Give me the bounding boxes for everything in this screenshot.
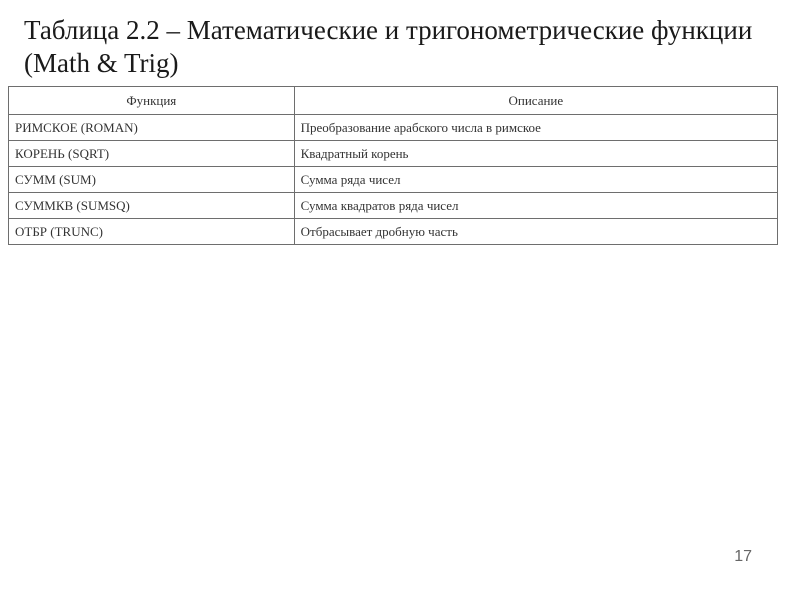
function-cell: СУММ (SUM) bbox=[9, 167, 295, 193]
table-row bbox=[9, 115, 778, 141]
description-cell: Отбрасывает дробную часть bbox=[294, 219, 777, 245]
table-row bbox=[9, 167, 778, 193]
function-cell: СУММКВ (SUMSQ) bbox=[9, 193, 295, 219]
description-cell: Сумма квадратов ряда чисел bbox=[294, 193, 777, 219]
description-cell: Квадратный корень bbox=[294, 141, 777, 167]
description-cell: Преобразование арабского числа в римское bbox=[294, 115, 777, 141]
description-cell: Сумма ряда чисел bbox=[294, 167, 777, 193]
function-cell: РИМСКОЕ (ROMAN) bbox=[9, 115, 295, 141]
header-description: Описание bbox=[294, 87, 777, 115]
table-row bbox=[9, 193, 778, 219]
page-number: 17 bbox=[734, 548, 752, 565]
table-row bbox=[9, 219, 778, 245]
function-cell: КОРЕНЬ (SQRT) bbox=[9, 141, 295, 167]
table-row bbox=[9, 141, 778, 167]
functions-table bbox=[8, 86, 778, 245]
slide-title: Таблица 2.2 – Математические и тригонометрические функции (Math & Trig) bbox=[24, 15, 753, 78]
table-header-row bbox=[9, 87, 778, 115]
function-cell: ОТБР (TRUNC) bbox=[9, 219, 295, 245]
header-function: Функция bbox=[9, 87, 295, 115]
